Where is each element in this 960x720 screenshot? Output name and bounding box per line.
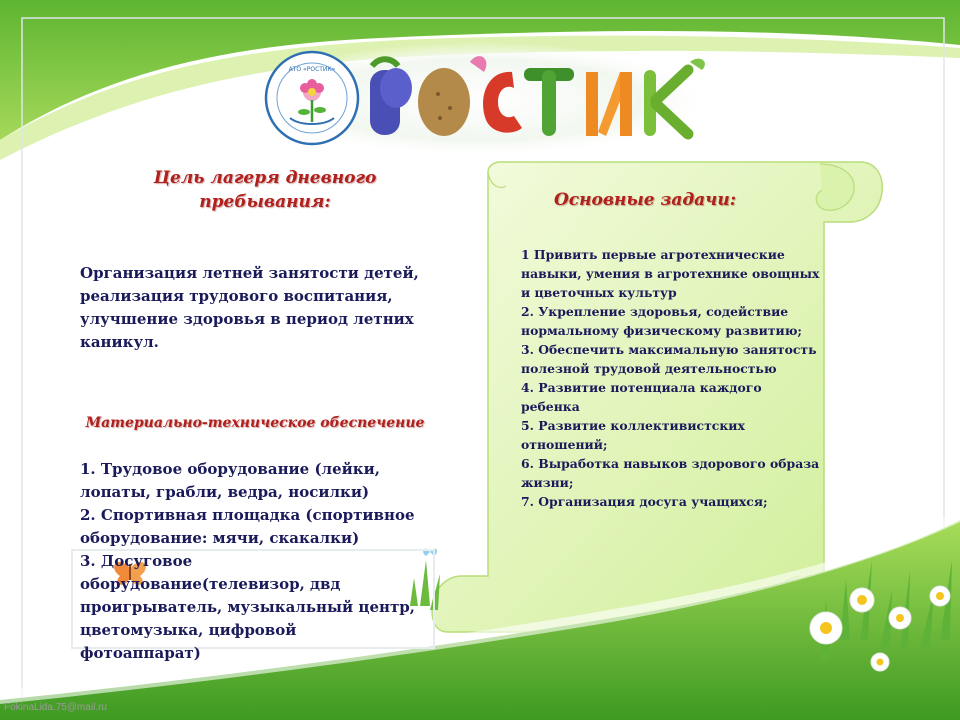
list-item: 7. Организация досуга учащихся; [521, 494, 768, 509]
tasks-title: Основные задачи: [554, 190, 736, 210]
footer-email: FokinaLida.75@mail.ru [4, 702, 107, 713]
list-item: 1. Трудовое оборудование (лейки, лопаты, грабли, ведра, носилки) [80, 460, 380, 501]
tasks-list [521, 245, 821, 511]
list-item: 2. Спортивная площадка (спортивное оборудование: мячи, скакалки) [80, 506, 415, 547]
materials-list [80, 458, 420, 665]
goal-title: Цель лагеря дневного пребывания: [153, 168, 377, 212]
list-item: 6. Выработка навыков здорового образа жизни; [521, 456, 820, 490]
list-item: 3. Обеспечить максимальную занятость полезной трудовой деятельностью [521, 342, 817, 376]
list-item: 2. Укрепление здоровья, содействие нормальному физическому развитию; [521, 304, 803, 338]
materials-title: Материально-техническое обеспечение [85, 415, 425, 431]
list-item: 5. Развитие коллективистских отношений; [521, 418, 745, 452]
list-item: 3. Досуговое оборудование(телевизор, двд проигрыватель, музыкальный центр, цветомузыка, цифровой фотоаппарат) [80, 552, 416, 662]
list-item: 1 Привить первые агротехнические навыки, умения в агротехнике овощных и цветочных культур [521, 247, 820, 300]
logo-emblem-text: АТО «РОСТИК» [288, 66, 336, 73]
goal-text: Организация летней занятости детей, реализация трудового воспитания, улучшение здоровья в период летних каникул. [80, 264, 419, 351]
list-item: 4. Развитие потенциала каждого ребенка [521, 380, 762, 414]
